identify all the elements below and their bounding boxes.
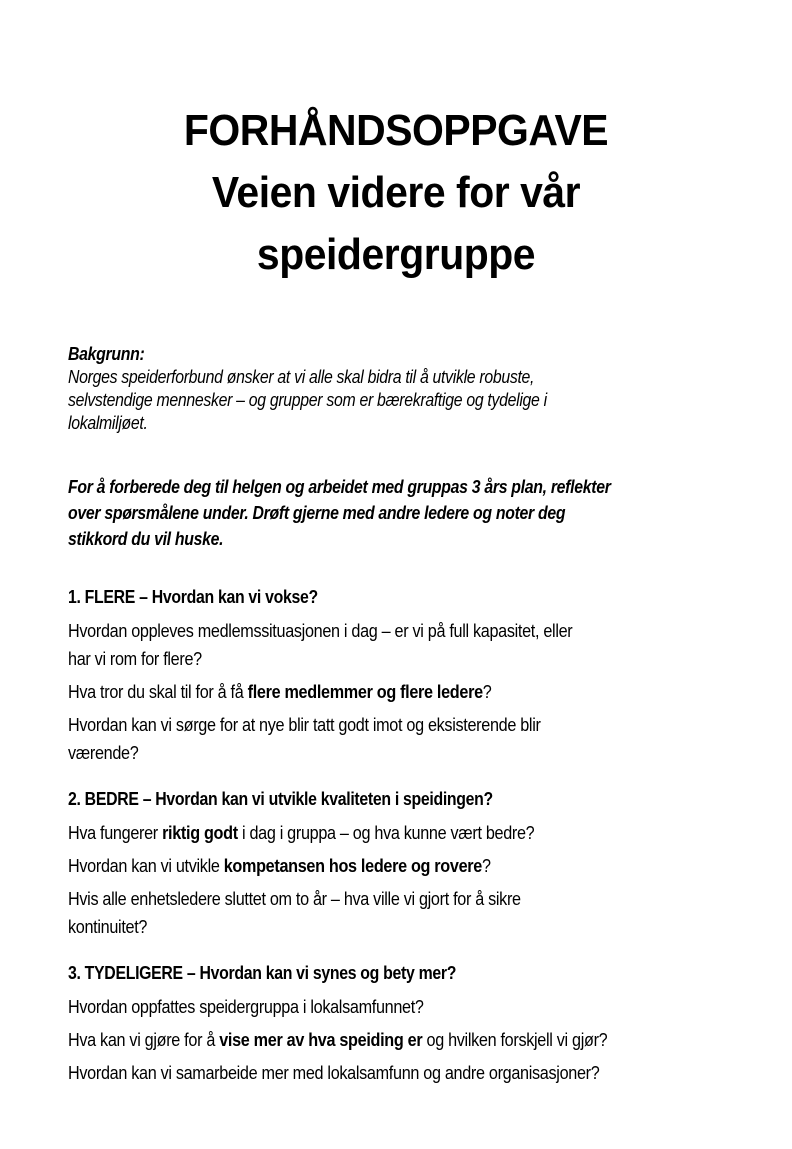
question [68, 678, 748, 706]
question [68, 617, 748, 673]
section-bedre [68, 788, 748, 941]
question-line [68, 678, 680, 706]
question-line [68, 1026, 680, 1054]
question-line: har vi rom for flere? [68, 649, 202, 669]
question-text: Hva kan vi gjøre for å [68, 1030, 220, 1050]
question-text: og hvilken forskjell vi gjør? [422, 1030, 608, 1050]
question-emphasis: kompetansen hos ledere og rovere [223, 856, 482, 876]
question-line: værende? [68, 743, 139, 763]
question-line: Hvordan oppleves medlemssituasjonen i dag – er vi på full kapasitet, eller [68, 621, 573, 641]
question-text: Hva tror du skal til for å få [68, 682, 248, 702]
intro-instructions [68, 474, 748, 552]
question-line: Hvis alle enhetsledere sluttet om to år – hva ville vi gjort for å sikre [68, 889, 521, 909]
question-emphasis: riktig godt [162, 823, 238, 843]
question-line: Hvordan kan vi sørge for at nye blir tatt godt imot og eksisterende blir [68, 715, 541, 735]
question-text: i dag i gruppa – og hva kunne vært bedre? [237, 823, 535, 843]
section-heading [68, 962, 748, 988]
background-line-1: Norges speiderforbund ønsker at vi alle skal bidra til å utvikle robuste, [68, 367, 535, 387]
section-heading [68, 586, 748, 612]
title-line-1: FORHÅNDSOPPGAVE [183, 106, 609, 155]
question-emphasis: vise mer av hva speiding er [219, 1030, 423, 1050]
question-line: kontinuitet? [68, 917, 148, 937]
question [68, 993, 748, 1021]
question-text: Hva fungerer [68, 823, 163, 843]
intro-line-2: over spørsmålene under. Drøft gjerne med andre ledere og noter deg [68, 503, 566, 523]
question-line [68, 852, 680, 880]
intro-line-3: stikkord du vil huske. [68, 529, 224, 549]
question [68, 819, 748, 847]
title-line-3: speidergruppe [256, 230, 536, 279]
section-heading-text: 1. FLERE – Hvordan kan vi vokse? [68, 587, 318, 607]
question [68, 1059, 748, 1087]
question [68, 711, 748, 767]
background-label-text: Bakgrunn: [68, 344, 145, 364]
question [68, 1026, 748, 1054]
background-line-3: lokalmiljøet. [68, 413, 148, 433]
section-tydeligere [68, 962, 748, 1087]
question [68, 885, 748, 941]
intro-line-1: For å forberede deg til helgen og arbeidet med gruppas 3 års plan, reflekter [68, 477, 611, 497]
title-line-2: Veien videre for vår [211, 168, 581, 217]
section-flere [68, 586, 748, 767]
background-line-2: selvstendige mennesker – og grupper som er bærekraftige og tydelige i [68, 390, 547, 410]
question-line [68, 819, 680, 847]
section-heading [68, 788, 748, 814]
question-text: ? [481, 856, 491, 876]
document-title [0, 100, 792, 286]
background-label [68, 343, 748, 366]
question-text: ? [482, 682, 492, 702]
question-text: Hvordan kan vi utvikle [68, 856, 224, 876]
question-line: Hvordan oppfattes speidergruppa i lokalsamfunnet? [68, 997, 424, 1017]
section-heading-text: 2. BEDRE – Hvordan kan vi utvikle kvaliteten i speidingen? [68, 789, 493, 809]
question [68, 852, 748, 880]
section-heading-text: 3. TYDELIGERE – Hvordan kan vi synes og bety mer? [68, 963, 457, 983]
background-text [68, 366, 748, 435]
question-line: Hvordan kan vi samarbeide mer med lokalsamfunn og andre organisasjoner? [68, 1063, 600, 1083]
question-emphasis: flere medlemmer og flere ledere [247, 682, 483, 702]
